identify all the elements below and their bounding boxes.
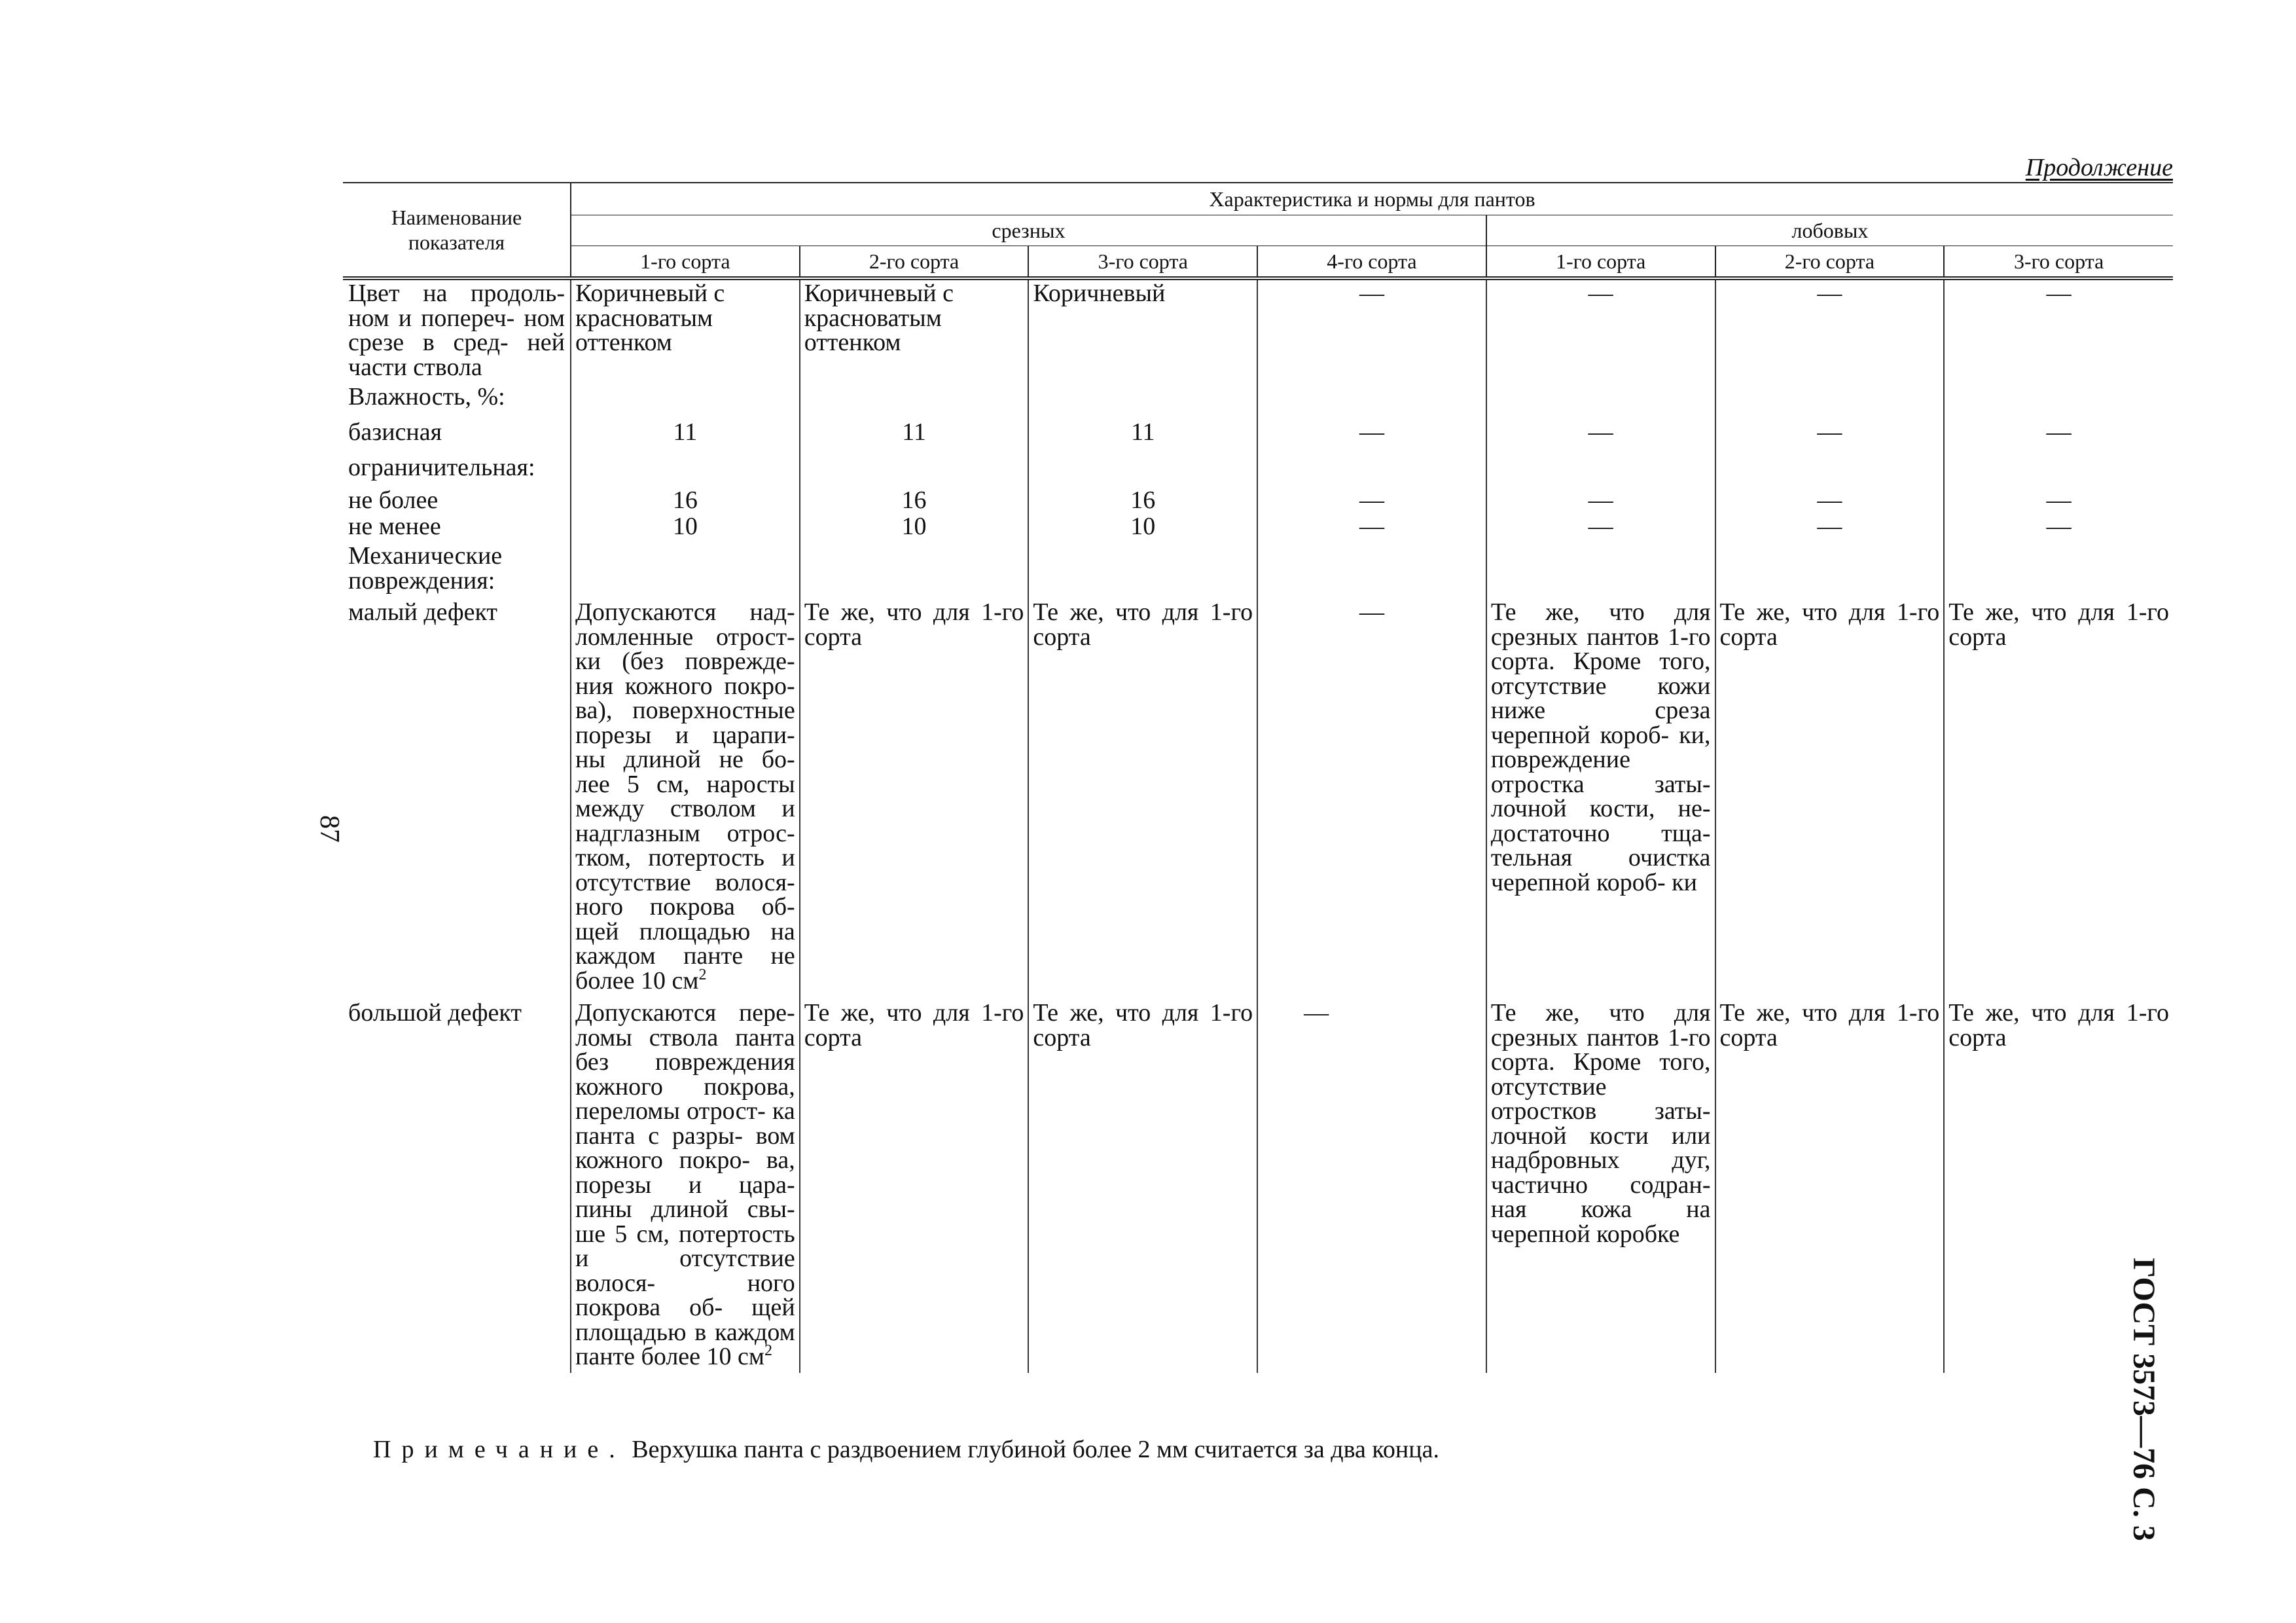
table-cell: — [1257,599,1486,1000]
header-grade: 3-го сорта [1028,246,1257,279]
table-cell: Коричневый с красноватым оттенком [800,278,1029,380]
row-label: ограничительная: [348,454,535,481]
table-cell: Те же, что для 1-го сорта [1715,1000,1945,1373]
table-cell: — [1257,513,1486,539]
standards-table [343,182,2173,1373]
table-cell: Те же, что для 1-го сорта [1944,599,2173,1000]
table-cell: 16 [1028,487,1257,513]
table-cell [571,1000,800,1373]
table-cell: — [1715,278,1945,380]
table-cell: 16 [800,487,1029,513]
footnote-label: Примечание. [373,1436,626,1463]
continuation-label: Продолжение [2025,154,2173,181]
header-name-column: Наименование показателя [343,183,571,278]
row-label: базисная [348,418,442,446]
table-cell: — [1944,419,2173,450]
table-cell: — [1715,513,1945,539]
table-row [343,1000,2173,1373]
table-cell: Те же, что для срезных пантов 1-го сорта. Кроме того, отсутствие отростков заты- лочной кости или надбровных дуг, частично содран- ная кожа на черепной коробке [1486,1000,1715,1373]
table-cell: 11 [800,419,1029,450]
cell-text: Допускаются пере- ломы ствола панта без повреждения кожного покрова, переломы отрост- ка панта с разры- вом кожного покро- ва, порезы и цара- пины длиной свы- ше 5 см, потертость и отсутствие волося- ного покрова об- щей площадью в каждом панте более 10 см [575,999,795,1370]
row-label: Механические повреждения: [348,542,503,594]
table-cell: Коричневый [1028,278,1257,380]
table-cell: Те же, что для 1-го сорта [1715,599,1945,1000]
table-cell: — [1486,513,1715,539]
table-row [343,380,2173,419]
header-grade: 1-го сорта [1486,246,1715,279]
page-number: 87 [314,815,344,843]
table-cell: Те же, что для 1-го сорта [1944,1000,2173,1373]
table-row [343,513,2173,539]
row-label: Цвет на продоль- ном и попереч- ном срезе в сред- ней части ствола [348,280,565,381]
table-cell: 11 [1028,419,1257,450]
table-cell: — [1486,278,1715,380]
table-cell: — [1257,419,1486,450]
table-cell: — [1486,419,1715,450]
table-cell: Те же, что для 1-го сорта [800,1000,1029,1373]
cell-text: Допускаются над- ломленные отрост- ки (без поврежде- ния кожного покро- ва), поверхностные порезы и царапи- ны длиной не бо- лее 5 см, наросты между стволом и надглазным отрос- тком, потертость и отсутствие волося- ного покрова об- щей площадью на каждом панте не более 10 см [575,598,795,994]
row-label: Влажность, %: [348,383,505,410]
row-label: малый дефект [348,598,498,626]
table-cell: Те же, что для 1-го сорта [1028,599,1257,1000]
row-label: большой дефект [348,999,522,1027]
table-row [343,278,2173,380]
table-cell: Коричневый с красноватым оттенком [571,278,800,380]
table-cell: 10 [1028,513,1257,539]
table-row [343,419,2173,450]
table-cell: Те же, что для 1-го сорта [800,599,1029,1000]
header-grade: 1-го сорта [571,246,800,279]
table-cell: — [1715,419,1945,450]
table-cell: — [1944,513,2173,539]
table-cell: 16 [571,487,800,513]
table-row [343,539,2173,599]
header-grade: 2-го сорта [800,246,1029,279]
footnote-text: Верхушка панта с раздвоением глубиной более 2 мм считается за два конца. [632,1436,1439,1463]
superscript: 2 [764,1342,772,1359]
table-cell: — [1257,1000,1486,1373]
table-cell [571,599,800,1000]
table-cell: — [1715,487,1945,513]
superscript: 2 [698,966,707,983]
footnote [373,1435,1439,1464]
table-cell: Те же, что для срезных пантов 1-го сорта. Кроме того, отсутствие кожи ниже среза черепной короб- ки, повреждение отростка заты- лочной кости, не- достаточно тща- тельная очистка черепной короб- ки [1486,599,1715,1000]
table-cell: — [1944,278,2173,380]
table-cell: Те же, что для 1-го сорта [1028,1000,1257,1373]
table-cell: 10 [800,513,1029,539]
header-group-frontal: лобовых [1486,215,2173,246]
table-cell: — [1486,487,1715,513]
table-row [343,450,2173,487]
row-label: не более [348,486,439,514]
row-label: не менее [348,512,441,540]
header-grade: 3-го сорта [1944,246,2173,279]
table-cell: — [1257,278,1486,380]
header-grade: 4-го сорта [1257,246,1486,279]
table-cell: — [1257,487,1486,513]
document-side-title: ГОСТ 3573—76 С. 3 [2126,1258,2162,1541]
table-row [343,599,2173,1000]
table-cell: — [1944,487,2173,513]
table-cell: 10 [571,513,800,539]
header-group-cut: срезных [571,215,1486,246]
table-cell: 11 [571,419,800,450]
header-characteristics: Характеристика и нормы для пантов [571,183,2173,215]
header-grade: 2-го сорта [1715,246,1945,279]
table-row [343,487,2173,513]
